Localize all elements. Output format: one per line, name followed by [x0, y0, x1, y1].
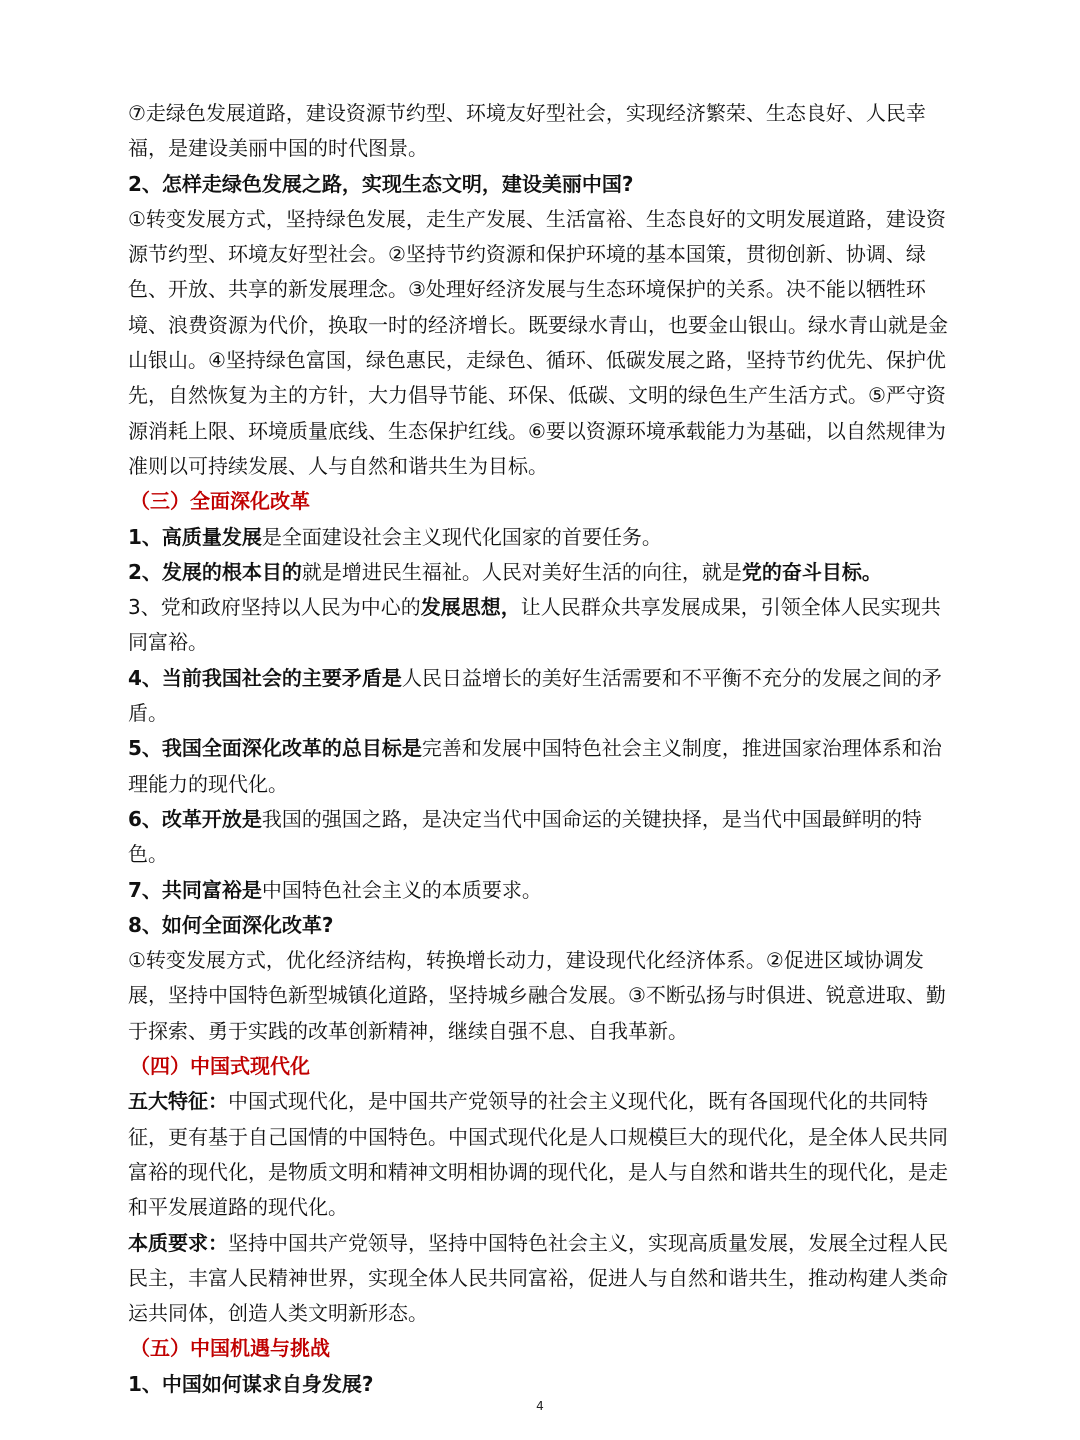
- item-5: [128, 731, 954, 802]
- item-2-text: 就是增进民生福祉。人民对美好生活的向往，就是: [301, 559, 742, 584]
- item-6-text: 我国的强国之路，是决定当代中国命运的关键抉择，是当代中国最鲜明的特色。: [128, 806, 922, 867]
- five-features-label: 五大特征：: [128, 1089, 228, 1114]
- document-body: [128, 96, 954, 1402]
- item-3-bold: 发展思想，: [420, 595, 521, 620]
- question-seek-development: 1、中国如何谋求自身发展?: [128, 1371, 374, 1396]
- item-4-bold: 4、当前我国社会的主要矛盾是: [128, 665, 402, 690]
- section-title-deepen-reform: （三）全面深化改革: [130, 489, 310, 514]
- item-6-bold: 6、改革开放是: [128, 806, 262, 831]
- item-2-bold: 2、发展的根本目的: [128, 559, 302, 584]
- five-features-text: 中国式现代化，是中国共产党领导的社会主义现代化，既有各国现代化的共同特征，更有基于自己国情的中国特色。中国式现代化是人口规模巨大的现代化，是全体人民共同富裕的现代化，是物质文明和精神文明相协调的现代化，是人与自然和谐共生的现代化，是走和平发展道路的现代化。: [128, 1089, 948, 1220]
- essential-requirements-label: 本质要求：: [128, 1230, 228, 1255]
- item-8-question: 8、如何全面深化改革?: [128, 912, 334, 937]
- paragraph-green-path-answer: ①转变发展方式，坚持绿色发展，走生产发展、生活富裕、生态良好的文明发展道路，建设资源节约型、环境友好型社会。②坚持节约资源和保护环境的基本国策，贯彻创新、协调、绿色、开放、共享的新发展理念。③处理好经济发展与生态环境保护的关系。决不能以牺牲环境、浪费资源为代价，换取一时的经济增长。既要绿水青山，也要金山银山。绿水青山就是金山银山。④坚持绿色富国，绿色惠民，走绿色、循环、低碳发展之路，坚持节约优先、保护优先，自然恢复为主的方针，大力倡导节能、环保、低碳、文明的绿色生产生活方式。⑤严守资源消耗上限、环境质量底线、生态保护红线。⑥要以资源环境承载能力为基础，以自然规律为准则以可持续发展、人与自然和谐共生为目标。: [128, 206, 948, 478]
- item-3: [128, 590, 954, 661]
- item-1: [128, 520, 954, 555]
- five-features: [128, 1084, 954, 1225]
- item-2-bold-end: 党的奋斗目标。: [741, 559, 882, 584]
- essential-requirements-text: 坚持中国共产党领导，坚持中国特色社会主义，实现高质量发展，发展全过程人民民主，丰富人民精神世界，实现全体人民共同富裕，促进人与自然和谐共生，推动构建人类命运共同体，创造人类文明新形态。: [128, 1230, 948, 1326]
- item-8-answer: ①转变发展方式，优化经济结构，转换增长动力，建设现代化经济体系。②促进区域协调发展，坚持中国特色新型城镇化道路，坚持城乡融合发展。③不断弘扬与时俱进、锐意进取、勤于探索、勇于实践的改革创新精神，继续自强不息、自我革新。: [128, 948, 946, 1043]
- item-7-text: 中国特色社会主义的本质要求。: [261, 877, 542, 902]
- item-4: [128, 661, 954, 732]
- question-green-path: 2、怎样走绿色发展之路，实现生态文明，建设美丽中国?: [128, 171, 634, 196]
- item-6: [128, 802, 954, 873]
- section-title-chinese-modernization: （四）中国式现代化: [130, 1054, 310, 1079]
- item-4-text: 人民日益增长的美好生活需要和不平衡不充分的发展之间的矛盾。: [128, 665, 942, 726]
- paragraph-green-development: ⑦走绿色发展道路，建设资源节约型、环境友好型社会，实现经济繁荣、生态良好、人民幸福，是建设美丽中国的时代图景。: [128, 101, 926, 161]
- item-5-bold: 5、我国全面深化改革的总目标是: [128, 736, 422, 761]
- item-1-bold: 1、高质量发展: [128, 524, 262, 549]
- item-7: [128, 873, 954, 908]
- item-1-text: 是全面建设社会主义现代化国家的首要任务。: [261, 524, 662, 549]
- page-number: 4: [536, 1399, 544, 1413]
- item-7-bold: 7、共同富裕是: [128, 877, 262, 902]
- item-3-text-a: 3、党和政府坚持以人民为中心的: [128, 595, 421, 620]
- section-title-opportunities-challenges: （五）中国机遇与挑战: [130, 1336, 330, 1361]
- item-5-text: 完善和发展中国特色社会主义制度，推进国家治理体系和治理能力的现代化。: [128, 736, 942, 796]
- item-2: [128, 555, 954, 590]
- essential-requirements: [128, 1226, 954, 1332]
- item-3-text-b: 让人民群众共享发展成果，引领全体人民实现共同富裕。: [128, 595, 941, 655]
